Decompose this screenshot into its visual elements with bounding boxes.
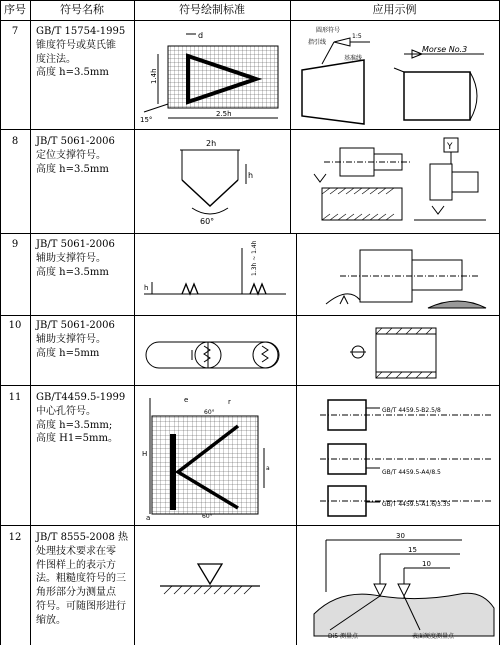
- label-circle-symbol: 圆形符号: [316, 27, 341, 34]
- row-number: 9: [11, 239, 19, 250]
- column-divider: [134, 0, 135, 645]
- dim-30: 30: [396, 532, 405, 540]
- row-number: 8: [11, 136, 19, 147]
- header-drawing: 符号绘制标准: [179, 3, 245, 16]
- header-seq: 序号: [4, 3, 26, 16]
- measuring-point-symbol-drawing: [150, 560, 270, 610]
- header-name: 符号名称: [60, 3, 104, 16]
- dim-60: 60°: [200, 217, 215, 226]
- row-divider: [0, 385, 500, 386]
- center-hole-application: [300, 390, 496, 522]
- dim-a-side: a: [266, 465, 270, 472]
- dim-d: d: [198, 31, 204, 40]
- label-morse: Morse No.3: [422, 45, 468, 54]
- taper-symbol-drawing: [138, 26, 286, 126]
- row-number: 10: [8, 320, 22, 331]
- table-border-top: [0, 0, 500, 1]
- dim-h: h: [248, 171, 254, 180]
- label-leader: 指引线: [308, 39, 327, 46]
- row-divider: [0, 315, 500, 316]
- dim-2h: 2h: [206, 139, 217, 148]
- auxiliary-support-5mm-symbol-drawing: [138, 320, 290, 382]
- row-divider: [0, 20, 500, 21]
- dim-width: 2.5h: [216, 110, 232, 118]
- center-hole-label-3: GB/T 4459.5-A1.6/3.35: [382, 501, 451, 508]
- row-description: GB/T 15754-1995 锥度符号或莫氏锥 度注法。 高度 h=3.5mm: [36, 26, 126, 79]
- taper-application-example: [294, 24, 498, 126]
- row-number: 7: [11, 26, 19, 37]
- row-description: JB/T 5061-2006 辅助支撑符号。 高度 h=3.5mm: [36, 239, 115, 278]
- row-number: 12: [8, 532, 22, 543]
- dim-e: e: [184, 396, 189, 404]
- dim-h: h: [144, 284, 149, 292]
- label-di5-point: Di5 测量点: [328, 633, 359, 640]
- row-description: JB/T 5061-2006 定位支撑符号。 高度 h=3.5mm: [36, 136, 115, 175]
- dim-angle2: 60°: [202, 513, 213, 520]
- header-example: 应用示例: [372, 3, 417, 16]
- dim-r: r: [228, 398, 231, 406]
- dim-height: 1.4h: [150, 68, 158, 84]
- center-hole-label-1: GB/T 4459.5-B2.5/8: [382, 407, 441, 414]
- heat-treatment-application: [300, 528, 496, 644]
- label-y: Y: [447, 142, 453, 152]
- dim-15: 15: [408, 546, 417, 554]
- label-ratio: 1:5: [352, 33, 362, 40]
- dim-range: 1.3h ~ 1.4h: [251, 240, 258, 276]
- dim-a: a: [146, 514, 151, 522]
- dim-angle1: 60°: [204, 409, 215, 416]
- dim-angle: 15°: [140, 116, 153, 124]
- row-description: GB/T4459.5-1999 中心孔符号。 高度 h=3.5mm; 高度 H1=5mm。: [36, 392, 126, 445]
- locating-support-symbol-drawing: [150, 136, 270, 228]
- auxiliary-support-5mm-application: [300, 320, 496, 382]
- row-number: 11: [8, 392, 22, 403]
- row-divider: [0, 129, 500, 130]
- row-description: JB/T 8555-2008 热 处理技术要求在零 件图样上的表示方 法。粗糙度符号的三 角形部分为测量点 符号。可随图形进行 缩放。: [36, 532, 129, 626]
- label-surface-point: 表面硬度测量点: [412, 633, 455, 640]
- column-divider: [290, 0, 291, 233]
- row-description: JB/T 5061-2006 辅助支撑符号。 高度 h=5mm: [36, 320, 115, 359]
- row-divider: [0, 525, 500, 526]
- dim-10: 10: [422, 560, 431, 568]
- column-divider: [296, 233, 297, 645]
- auxiliary-support-application: [300, 238, 496, 312]
- center-hole-symbol-drawing: [138, 390, 290, 522]
- row-divider: [0, 233, 500, 234]
- locating-support-application: [294, 134, 498, 230]
- auxiliary-support-symbol-drawing: [138, 238, 290, 312]
- label-datum: 基准线: [344, 55, 363, 62]
- center-hole-label-2: GB/T 4459.5-A4/8.5: [382, 469, 441, 476]
- dim-H1: H: [142, 450, 148, 458]
- column-divider: [30, 0, 31, 645]
